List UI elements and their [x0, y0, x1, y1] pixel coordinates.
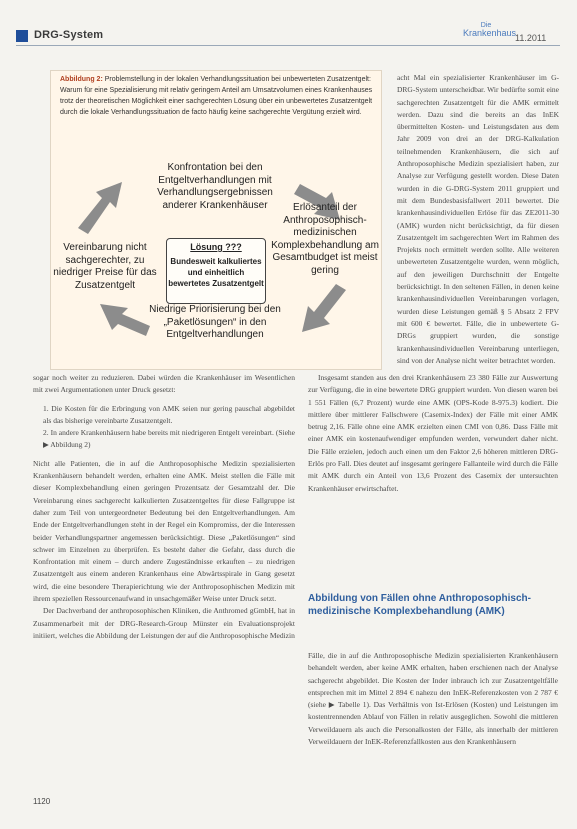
diagram-node-right: Erlösanteil der Anthroposophisch-medizinischen Komplexbehandlung am Gesamtbudget ist meist gering — [271, 202, 379, 276]
paragraph: Nicht alle Patienten, die in auf die Anthroposophische Medizin spezialisierten Krankenhäusern behandelt werden, erhalten eine AMK. Meist stellen die Fälle mit dieser Komplexbehandlung einen geringen Prozentsatz der Gesamtzahl der. Die Vereinbarung eines sachgerecht kalkulierten Zusatzentgeltes für diese Fallgruppe ist daher zum Teil von untergeordneter Bedeutung bei den Entgeltverhandlungen. Am Ende der Entgeltverhandlungen steht in der Regel ein Kompromiss, der die Interessen beider Verhandlungspartner angemessen berücksichtigt. Diese „Paketlösungen“ sind schwer im Einzelnen zu überprüfen. Es besteht daher die Gefahr, dass durch die Konfrontation mit einem – durch andere Zugeständnisse erkauften – zu niedrigen Zusatzentgelt aus einem anderen Krankenhaus eine Abwärtsspirale in Gang gesetzt wird, die eine besondere Therapierichtung wie der Anthroposophischen Medizin mit ihrem speziellen Ressourcenaufwand in unsachgemäßer Weise unter Druck setzt. — [33, 458, 295, 604]
section-color-marker — [16, 30, 28, 42]
solution-title: Lösung ??? — [190, 242, 242, 252]
solution-body: Bundesweit kalkuliertes und einheitlich bewertetes Zusatzentgelt — [168, 257, 264, 288]
page-number: 1120 — [33, 797, 51, 806]
right-column-mid-text — [308, 372, 558, 495]
diagram-node-left: Vereinbarung nicht sachgerechter, zu niedriger Preise für das Zusatzentgelt — [53, 242, 157, 291]
paragraph: Insgesamt standen aus den drei Krankenhäusern 23 380 Fälle zur Auswertung zur Verfügung, die in eine bewertete DRG gruppiert wurden. Von diesen waren bei 1 551 Fällen (6,7 Prozent) wurde eine AMK (OPS-Kode 8-975.3) kodiert. Die mittlere über mittlerer Fallschwere (Casemix-Index) der Fälle mit einer AMK betrug 2,16. Fälle ohne eine AMK erzielten einen CMI von 0,86. Dass Fälle mit einer AMK ein kostenaufwendiger empfunden werden, verwundert daher nicht. Die Fälle erzielen, jedoch auch einen um den Faktor 2,6 höheren mittleren DRG-Erlös pro Fall. Dies deutet auf insgesamt geringere Fallanteile wird durch die Fälle mit AMK durch ein Anteil von 13,6 Prozent des Casemix der untersuchten Krankenhäuser erwirtschaftet. — [308, 373, 558, 493]
arrow-left-to-top — [78, 182, 122, 234]
journal-logo-prefix: Die — [480, 22, 492, 29]
arrow-right-to-bottom — [302, 284, 346, 332]
figure-caption-label: Abbildung 2: — [60, 76, 103, 83]
paragraph: acht Mal ein spezialisierter Krankenhäuser im G-DRG-System unterscheidbar. Wir bedürfte somit eine sachgerechten Zusatzentgelt für die AMK ermittelt werden. Dazu sind die bereits an das InEK übermittelten Kosten- und Leistungsdaten aus dem Jahr 2009 von drei an der DRG-Kalkulation teilnehmenden Krankenhäusern, die sich auf Anthroposophische Medizin spezialisiert haben, zur Analyse zur Verfügung gestellt worden. Diese Daten wurden in die G-DRG-System 2011 gruppiert und mit dem Bundesbasisfallwert 2011 bewertet. Die krankenhausindividuellen Erlöse für das ZE2011-30 (AMK) wurden nicht berücksichtigt, da für diesen Zusatzentgelt im sachgerechten Wert im Rahmen des Projekts noch ermittelt werden sollte. Alle weiteren unbewerteten Zusatzentgelte wurden, wenn möglich, auf den jeweiligen Durchschnitt der Entgelte berücksichtigt. In den seltenen Fällen, in denen keine krankenhausindividuellen Vereinbarungen vorlagen, wurden diese Leistungen gemäß § 5 Absatz 2 FPV mit 600 € bewertet. Fälle, die in unbewertete G-DRGs gruppiert wurden, die sonstige krankenhausindividuellen Vereinbarung unterliegen, sind von der Analyse nicht weiter betrachtet worden. — [397, 73, 559, 365]
figure-caption — [60, 74, 378, 118]
diagram-node-top: Konfrontation bei den Entgeltverhandlungen mit Verhandlungsergebnissen anderer Krankenhäuser — [157, 162, 273, 211]
right-column-bottom-text — [308, 650, 558, 748]
section-heading: Abbildung von Fällen ohne Anthroposophisch-medizinische Komplexbehandlung (AMK) — [308, 593, 531, 617]
journal-logo — [463, 22, 517, 38]
left-column-text — [33, 372, 295, 642]
journal-logo-name: Krankenhaus — [463, 28, 517, 38]
header-rule — [16, 45, 560, 46]
issue-date: 11.2011 — [515, 33, 547, 43]
figure-caption-text: Problemstellung in der lokalen Verhandlungssituation bei unbewerteten Zusatzentgelt: Warum für eine Spezialisierung mit relativ geringem Anteil am Umsatzvolumen eines Krankenhauses trotz der theoretischen Möglichkeit einer sachgerechten Lösung über ein unbewertetes Zusatzentgelt durch die lokale Verhandlungssituation de facto häufig keine sachgerechte Vergütung erzielt wird. — [60, 76, 373, 116]
paragraph: Fälle, die in auf die Anthroposophische Medizin spezialisierten Krankenhäusern behandelt werden, aber keine AMK erhalten, haben erschienen nach der Analyse sachgerecht abgebildet. Die Kosten der Inder inbrauch ich zur Zusatzentgeltfälle entsprechen mit im Mittel 2 894 € nahezu den InEK-Referenzkosten von 2 787 € (siehe ▶ Tabelle 1). Das Verhältnis von Ist-Erlösen (Kosten) und Leistungen im kostentrennenden Ablauf von Fällen in relativ ausgeglichen. Sowohl die mittleren Verweildauern als auch die Personalkosten der Fälle, als innerhalb der mittleren Verweildauern der InEK-Referenzfallkosten aus den Krankenhäusern — [308, 651, 558, 747]
list-item: 1. Die Kosten für die Erbringung von AMK seien nur gering pauschal abgebildet als das bisherige vereinbarte Zusatzentgelt. — [43, 403, 295, 425]
diagram-node-bottom: Niedrige Priorisierung bei den „Paketlösungen“ in den Entgeltverhandlungen — [149, 304, 281, 340]
list-item: 2. In andere Krankenhäusern habe bereits mit niedrigeren Entgelt vereinbart. (Siehe ▶ Abbildung 2) — [43, 428, 295, 450]
running-header-section: DRG-System — [34, 29, 104, 41]
right-column-top-text — [397, 72, 559, 367]
paragraph: sogar noch weiter zu reduzieren. Dabei würden die Krankenhäuser im Wesentlichen mit zwei Argumentationen unter Druck gesetzt: — [33, 373, 295, 395]
paragraph: Der Dachverband der anthroposophischen Kliniken, die Anthromed gGmbH, hat in Zusammenarbeit mit der DRG-Research-Group Münster ein Evaluationsprojekt initiiert, welches die Abbildung der Leistungen der auf die Anthroposophische Medizin — [33, 606, 295, 640]
